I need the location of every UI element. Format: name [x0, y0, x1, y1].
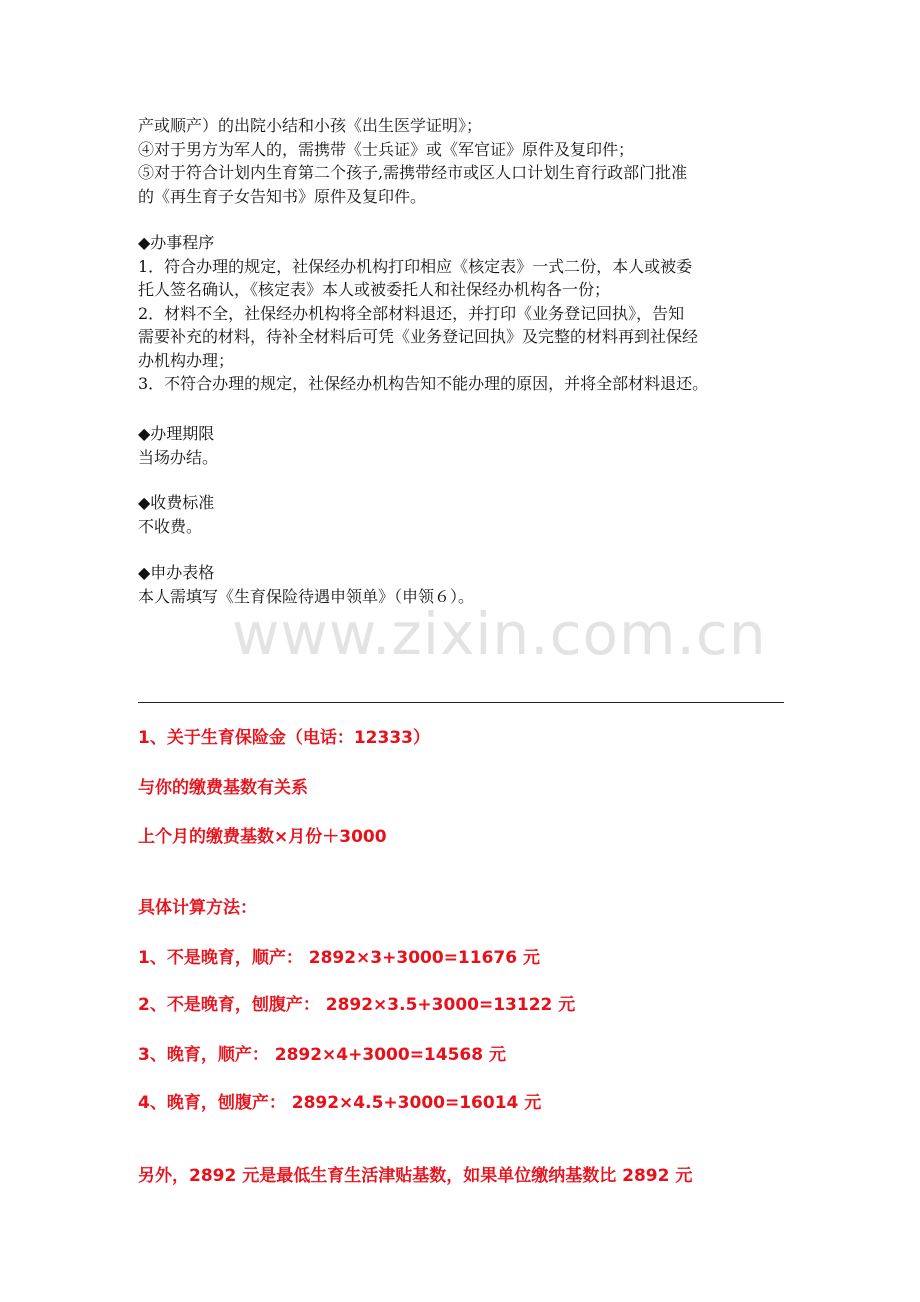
- procedure-line: 1．符合办理的规定，社保经办机构打印相应《核定表》一式二份，本人或被委: [138, 256, 693, 276]
- forms-text: 本人需填写《生育保险待遇申领单》（申领６）。: [138, 586, 475, 606]
- fee-section: [138, 491, 788, 538]
- procedure-line: 托人签名确认，《核定表》本人或被委托人和社保经办机构各一份；: [138, 280, 611, 299]
- procedure-heading: ◆办事程序: [138, 233, 215, 252]
- intro-line: 的《再生育子女告知书》原件及复印件。: [138, 186, 427, 206]
- relation-text: 与你的缴费基数有关系: [138, 778, 308, 798]
- procedure-line: 3．不符合办理的规定，社保经办机构告知不能办理的原因，并将全部材料退还。: [138, 374, 709, 393]
- formula-text: 上个月的缴费基数×月份＋3000: [138, 827, 387, 847]
- procedure-line: 需要补充的材料，待补全材料后可凭《业务登记回执》及完整的材料再到社保经: [138, 327, 699, 346]
- note-text: 另外，2892 元是最低生育生活津贴基数，如果单位缴纳基数比 2892 元: [138, 1166, 693, 1186]
- case-item: 3、晚育，顺产： 2892×4+3000=14568 元: [138, 1045, 506, 1065]
- fee-heading: ◆收费标准: [138, 493, 215, 512]
- intro-line: 产或顺产）的出院小结和小孩《出生医学证明》；: [138, 116, 483, 135]
- case-item: 1、不是晚育，顺产： 2892×3+3000=11676 元: [138, 948, 540, 968]
- intro-line: ⑤对于符合计划内生育第二个孩子,需携带经市或区人口计划生育行政部门批准: [138, 163, 688, 182]
- period-section: [138, 422, 788, 469]
- fee-text: 不收费。: [138, 516, 203, 536]
- period-heading: ◆办理期限: [138, 424, 215, 443]
- procedure-line: 办机构办理；: [138, 350, 235, 370]
- intro-line: ④对于男方为军人的，需携带《士兵证》或《军官证》原件及复印件；: [138, 139, 635, 159]
- divider-line: [138, 702, 784, 703]
- forms-heading: ◆申办表格: [138, 563, 215, 582]
- procedure-section: [138, 231, 788, 396]
- method-heading: 具体计算方法：: [138, 898, 257, 918]
- case-item: 2、不是晚育，刨腹产： 2892×3.5+3000=13122 元: [138, 995, 576, 1015]
- period-text: 当场办结。: [138, 447, 219, 467]
- watermark: www.zixin.com.cn: [232, 600, 767, 668]
- insurance-title: 1、关于生育保险金（电话：12333）: [138, 728, 430, 748]
- case-item: 4、晚育，刨腹产： 2892×4.5+3000=16014 元: [138, 1093, 542, 1113]
- intro-paragraph: [138, 114, 788, 208]
- procedure-line: 2．材料不全，社保经办机构将全部材料退还，并打印《业务登记回执》，告知: [138, 303, 685, 323]
